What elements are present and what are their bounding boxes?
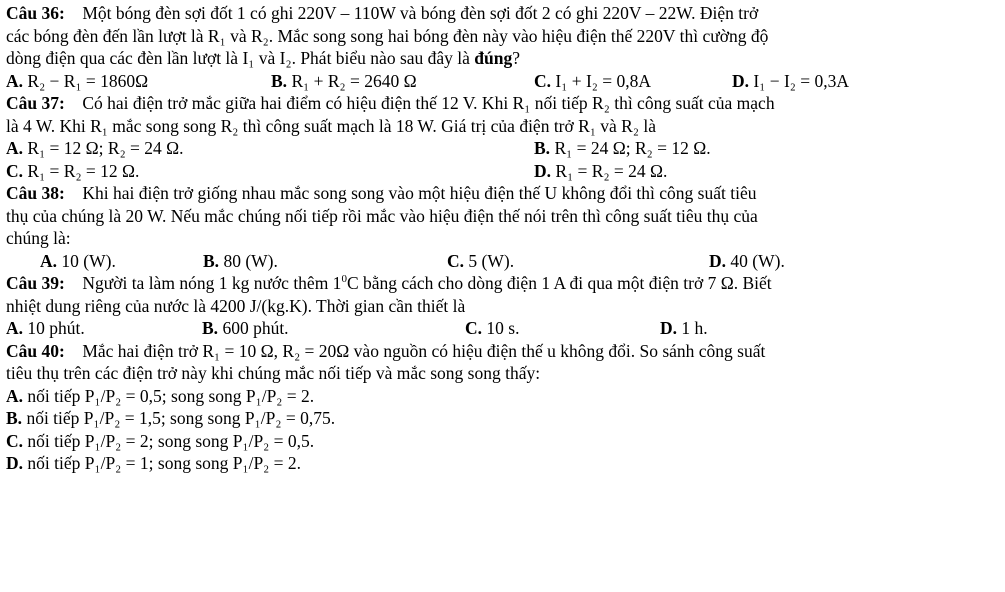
question-38-line-3: chúng là: [6,228,71,248]
option-38-c[interactable] [447,250,709,273]
question-40-line-2: tiêu thụ trên các điện trở này khi chúng mắc nối tiếp và mắc song song thấy: [6,363,541,383]
option-text: 5 (W). [468,250,515,271]
option-text: 1 h. [681,318,708,338]
question-40-line-1 [6,340,999,363]
question-37-options-row-1 [6,137,999,160]
option-text: 80 (W). [223,250,278,271]
option-text: I₁ + I₂ = 0,8A [555,70,651,91]
option-36-a[interactable] [6,70,271,93]
option-37-d[interactable] [534,160,994,183]
option-letter: A. [6,70,24,91]
option-40-d[interactable] [6,452,999,475]
option-38-b[interactable] [203,250,447,273]
question-38-label: Câu 38: [6,183,65,203]
option-40-c[interactable] [6,430,999,453]
question-39 [6,272,999,340]
option-letter: A. [6,385,24,406]
option-37-c[interactable] [6,160,534,183]
question-39-line-2: nhiệt dung riêng của nước là 4200 J/(kg.K). Thời gian cần thiết là [6,295,466,316]
option-text: R₁ + R₂ = 2640 Ω [291,70,417,91]
option-36-d[interactable] [732,70,992,93]
option-text: R₁ = 24 Ω; R₂ = 12 Ω. [554,138,711,158]
question-36-end: ? [512,48,521,68]
option-36-b[interactable] [271,70,534,93]
question-36-text-3: dòng điện qua các đèn lần lượt là I₁ và I₂. Phát biểu nào sau đây là [6,48,470,68]
question-36-line-1 [6,2,999,25]
option-letter: A. [40,250,58,271]
option-39-b[interactable] [202,317,465,340]
option-text: 600 phút. [222,318,289,338]
question-38 [6,182,999,272]
option-indent [6,250,40,273]
question-39-options [6,317,999,340]
question-36-line-3 [6,47,999,70]
option-text: R₁ = R₂ = 12 Ω. [27,160,140,181]
option-letter: B. [271,70,288,91]
option-letter: A. [6,318,24,338]
option-36-c[interactable] [534,70,732,93]
option-text: R₂ − R₁ = 1860Ω [27,70,149,91]
option-37-b[interactable] [534,137,994,160]
option-letter: C. [6,160,24,181]
option-38-d[interactable] [709,250,979,273]
question-39-label: Câu 39: [6,273,65,293]
option-letter: D. [709,250,727,271]
option-text: 10 s. [486,318,520,338]
question-37-line-1 [6,92,999,115]
option-letter: D. [660,318,678,338]
question-36-text-1: Một bóng đèn sợi đốt 1 có ghi 220V – 110W và bóng đèn sợi đốt 2 có ghi 220V – 22W. Điện trở [82,3,759,23]
question-38-line-1 [6,182,999,205]
question-37-text-1: Có hai điện trở mắc giữa hai điểm có hiệu điện thế 12 V. Khi R₁ nối tiếp R₂ thì công suất của mạch [82,93,775,113]
option-letter: D. [732,70,750,91]
option-letter: B. [202,318,219,338]
option-37-a[interactable] [6,137,534,160]
option-40-a[interactable] [6,385,999,408]
option-letter: C. [447,250,465,271]
question-39-degree-sup: 0 [341,273,347,286]
question-40-text-1: Mắc hai điện trở R₁ = 10 Ω, R₂ = 20Ω vào nguồn có hiệu điện thế u không đổi. So sánh công suất [82,340,766,361]
option-text: R₁ = 12 Ω; R₂ = 24 Ω. [27,138,184,158]
option-text: I₁ − I₂ = 0,3A [753,70,849,91]
option-39-a[interactable] [6,317,202,340]
option-text: nối tiếp P₁/P₂ = 2; song song P₁/P₂ = 0,5. [27,430,315,451]
option-text: R₁ = R₂ = 24 Ω. [555,160,668,181]
option-text: nối tiếp P₁/P₂ = 0,5; song song P₁/P₂ = 2. [27,385,315,406]
option-39-d[interactable] [660,317,990,340]
question-39-text-b: C bằng cách cho dòng điện 1 A đi qua một điện trở 7 Ω. Biết [346,273,772,293]
option-letter: B. [534,138,551,158]
option-38-a[interactable] [40,250,203,273]
option-text: 10 (W). [61,250,116,271]
option-text: 40 (W). [730,250,785,271]
option-letter: B. [203,250,220,271]
question-36-options [6,70,999,93]
question-40 [6,340,999,475]
question-37-line-2: là 4 W. Khi R₁ mắc song song R₂ thì công suất mạch là 18 W. Giá trị của điện trở R₁ và R₂ là [6,115,656,136]
question-40-label: Câu 40: [6,340,65,361]
option-letter: D. [534,160,552,181]
option-letter: C. [465,318,483,338]
option-40-b[interactable] [6,407,999,430]
question-37-label: Câu 37: [6,93,65,113]
question-39-line-1 [6,272,999,295]
option-letter: B. [6,408,23,428]
question-37-options-row-2 [6,160,999,183]
question-37 [6,92,999,182]
question-39-text-a: Người ta làm nóng 1 kg nước thêm 1 [82,273,342,293]
question-38-options [6,250,999,273]
option-letter: C. [6,430,24,451]
option-letter: A. [6,138,24,158]
question-36-emphasis: đúng [474,48,513,68]
question-36 [6,2,999,92]
option-text: 10 phút. [27,318,85,338]
option-letter: C. [534,70,552,91]
option-text: nối tiếp P₁/P₂ = 1; song song P₁/P₂ = 2. [27,453,302,473]
option-text: nối tiếp P₁/P₂ = 1,5; song song P₁/P₂ = 0,75. [26,408,336,428]
question-36-line-2: các bóng đèn đến lần lượt là R₁ và R₂. Mắc song song hai bóng đèn này vào hiệu điện thế 220V thì cường độ [6,25,769,46]
option-39-c[interactable] [465,317,660,340]
option-letter: D. [6,453,24,473]
question-36-label: Câu 36: [6,3,65,23]
question-38-text-1: Khi hai điện trở giống nhau mắc song song vào một hiệu điện thế U không đổi thì công suất tiêu [82,183,757,203]
question-38-line-2: thụ của chúng là 20 W. Nếu mắc chúng nối tiếp rồi mắc vào hiệu điện thế nói trên thì công suất tiêu thụ của [6,205,758,226]
